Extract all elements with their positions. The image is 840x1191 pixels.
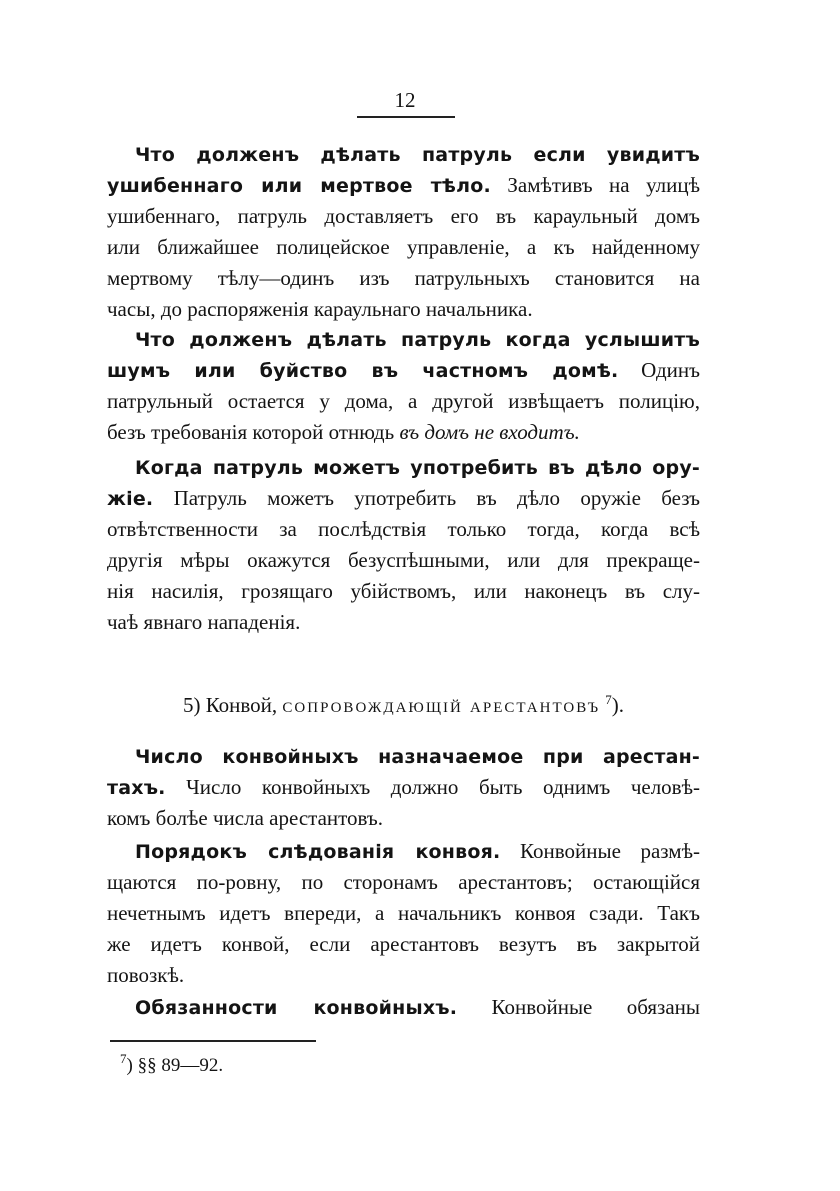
body-text: часы, до распоряженія караульнаго начальника. (107, 297, 533, 321)
text-line (107, 898, 700, 929)
text-line (107, 803, 700, 834)
body-text: повозкѣ. (107, 963, 185, 987)
text-line (107, 417, 700, 448)
text-line (107, 960, 700, 991)
text-line (107, 992, 700, 1023)
run-in-heading: жіе. (107, 488, 154, 510)
body-text: Одинъ (618, 358, 700, 382)
text-line (107, 324, 700, 355)
body-text: мертвому тѣлу—одинъ изъ патрульныхъ становится на (107, 266, 700, 290)
paragraph (107, 992, 700, 1023)
section-number-title: 5) Конвой, (182, 693, 278, 717)
text-line (107, 355, 700, 386)
paragraph (107, 836, 700, 991)
body-text: щаются по-ровну, по сторонамъ арестантовъ; остающійся (107, 870, 700, 894)
text-line (107, 232, 700, 263)
paragraph (107, 324, 700, 448)
footnote-marker: 7 (120, 1051, 127, 1066)
body-text: или ближайшее полицейское управленіе, а къ найденному (107, 235, 700, 259)
body-text: безъ требованія которой отнюдь (107, 420, 400, 444)
run-in-heading: Что долженъ дѣлать патруль если увидитъ (135, 144, 700, 166)
body-text: другія мѣры окажутся безуспѣшными, или для прекраще- (107, 548, 700, 572)
footnote-reference: 7 (605, 692, 612, 707)
emphasis-text: въ домъ не входитъ. (399, 420, 580, 444)
paragraph (107, 741, 700, 834)
body-text: отвѣтственности за послѣдствія только тогда, когда всѣ (107, 517, 700, 541)
footnote-separator (110, 1040, 316, 1042)
text-line (107, 836, 700, 867)
text-line (107, 514, 700, 545)
footnote-text: ) §§ 89—92. (126, 1055, 224, 1076)
body-text: Число конвойныхъ должно быть однимъ человѣ- (165, 775, 700, 799)
paragraph (107, 139, 700, 325)
run-in-heading: тахъ. (107, 777, 166, 799)
body-text: Замѣтивъ на улицѣ (490, 173, 700, 197)
footnote (120, 1052, 223, 1080)
text-line (107, 386, 700, 417)
body-text: Конвойные размѣ- (500, 839, 700, 863)
text-line (107, 576, 700, 607)
body-text: нечетнымъ идетъ впереди, а начальникъ конвоя сзади. Такъ (107, 901, 700, 925)
page-number-rule (357, 116, 455, 118)
body-text: чаѣ явнаго нападенія. (107, 610, 301, 634)
text-line (107, 772, 700, 803)
paragraph (107, 452, 700, 638)
text-line (107, 452, 700, 483)
text-line (107, 201, 700, 232)
text-line (107, 607, 700, 638)
text-line (107, 483, 700, 514)
text-line (107, 929, 700, 960)
text-line (107, 170, 700, 201)
body-text: патрульный остается у дома, а другой извѣщаетъ полицію, (107, 389, 700, 413)
run-in-heading: Когда патруль можетъ употребить въ дѣло ору- (135, 457, 700, 479)
section-heading-tail: ). (611, 693, 625, 717)
text-line (107, 741, 700, 772)
run-in-heading: Число конвойныхъ назначаемое при арестан- (135, 746, 700, 768)
section-heading (107, 689, 700, 721)
section-subtitle: сопровождающій арестантовъ (282, 693, 601, 717)
text-line (107, 294, 700, 325)
body-text: ушибеннаго, патруль доставляетъ его въ караульный домъ (107, 204, 700, 228)
run-in-heading: Обязанности конвойныхъ. (135, 997, 458, 1019)
run-in-heading: Что долженъ дѣлать патруль когда услышитъ (135, 329, 700, 351)
body-text: Патруль можетъ употребить въ дѣло оружіе безъ (153, 486, 700, 510)
text-line (107, 545, 700, 576)
run-in-heading: Порядокъ слѣдованія конвоя. (135, 841, 501, 863)
body-text: Конвойные обязаны (457, 995, 700, 1019)
run-in-heading: шумъ или буйство въ частномъ домѣ. (107, 360, 619, 382)
text-line (107, 139, 700, 170)
text-line (107, 867, 700, 898)
body-text: же идетъ конвой, если арестантовъ везутъ въ закрытой (107, 932, 700, 956)
page-number: 12 (394, 88, 416, 112)
text-line (107, 263, 700, 294)
body-text: комъ болѣе числа арестантовъ. (107, 806, 384, 830)
body-text: нія насилія, грозящаго убійствомъ, или наконецъ въ слу- (107, 579, 700, 603)
run-in-heading: ушибеннаго или мертвое тѣло. (107, 175, 491, 197)
